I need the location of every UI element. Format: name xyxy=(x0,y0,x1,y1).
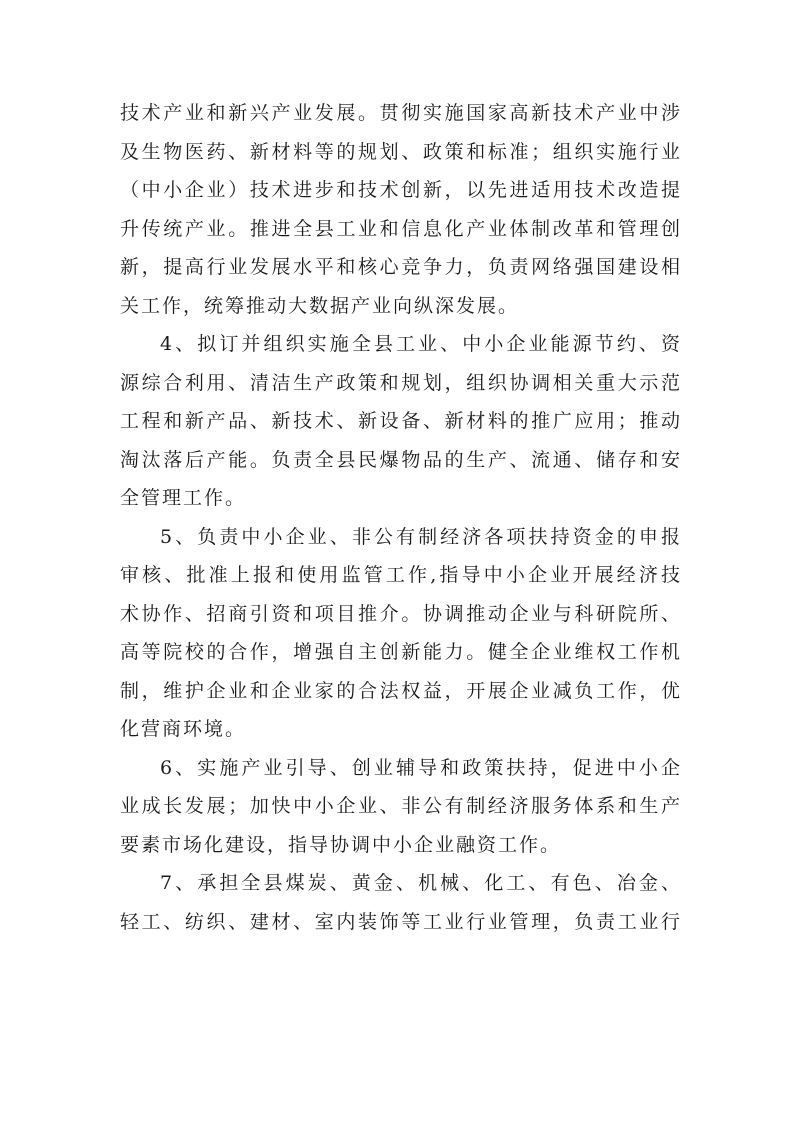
text-line: 技术产业和新兴产业发展。贯彻实施国家高新技术产业中涉 xyxy=(120,102,680,124)
text-line: 审核、批准上报和使用监管工作,指导中小企业开展经济技 xyxy=(120,564,680,586)
text-line: 化营商环境。 xyxy=(120,718,247,740)
paragraph-first-line: 4、拟订并组织实施全县工业、中小企业能源节约、资 xyxy=(160,333,680,355)
text-line: 新，提高行业发展水平和核心竞争力，负责网络强国建设相 xyxy=(120,256,680,278)
text-line: 全管理工作。 xyxy=(120,487,247,509)
text-line: 淘汰落后产能。负责全县民爆物品的生产、流通、储存和安 xyxy=(120,448,680,471)
text-line: 源综合利用、清洁生产政策和规划，组织协调相关重大示范 xyxy=(120,371,680,394)
text-line: 关工作，统筹推动大数据产业向纵深发展。 xyxy=(120,294,520,317)
text-line: 要素市场化建设，指导协调中小企业融资工作。 xyxy=(120,833,562,856)
text-line: 高等院校的合作，增强自主创新能力。健全企业维权工作机 xyxy=(120,641,680,663)
paragraph-first-line: 5、负责中小企业、非公有制经济各项扶持资金的申报 xyxy=(160,525,680,548)
body-text xyxy=(120,94,680,941)
text-line: 轻工、纺织、建材、室内装饰等工业行业管理，负责工业行 xyxy=(120,910,680,933)
paragraph-first-line: 6、实施产业引导、创业辅导和政策扶持，促进中小企 xyxy=(160,756,680,779)
paragraph-first-line: 7、承担全县煤炭、黄金、机械、化工、有色、冶金、 xyxy=(160,872,680,894)
text-line: 制，维护企业和企业家的合法权益，开展企业减负工作，优 xyxy=(120,679,680,702)
text-line: 术协作、招商引资和项目推介。协调推动企业与科研院所、 xyxy=(120,602,680,625)
text-line: （中小企业）技术进步和技术创新，以先进适用技术改造提 xyxy=(120,179,680,201)
text-line: 及生物医药、新材料等的规划、政策和标准；组织实施行业 xyxy=(120,140,680,163)
text-line: 升传统产业。推进全县工业和信息化产业体制改革和管理创 xyxy=(120,217,680,240)
text-line: 业成长发展；加快中小企业、非公有制经济服务体系和生产 xyxy=(120,795,680,817)
text-line: 工程和新产品、新技术、新设备、新材料的推广应用；推动 xyxy=(120,410,680,432)
